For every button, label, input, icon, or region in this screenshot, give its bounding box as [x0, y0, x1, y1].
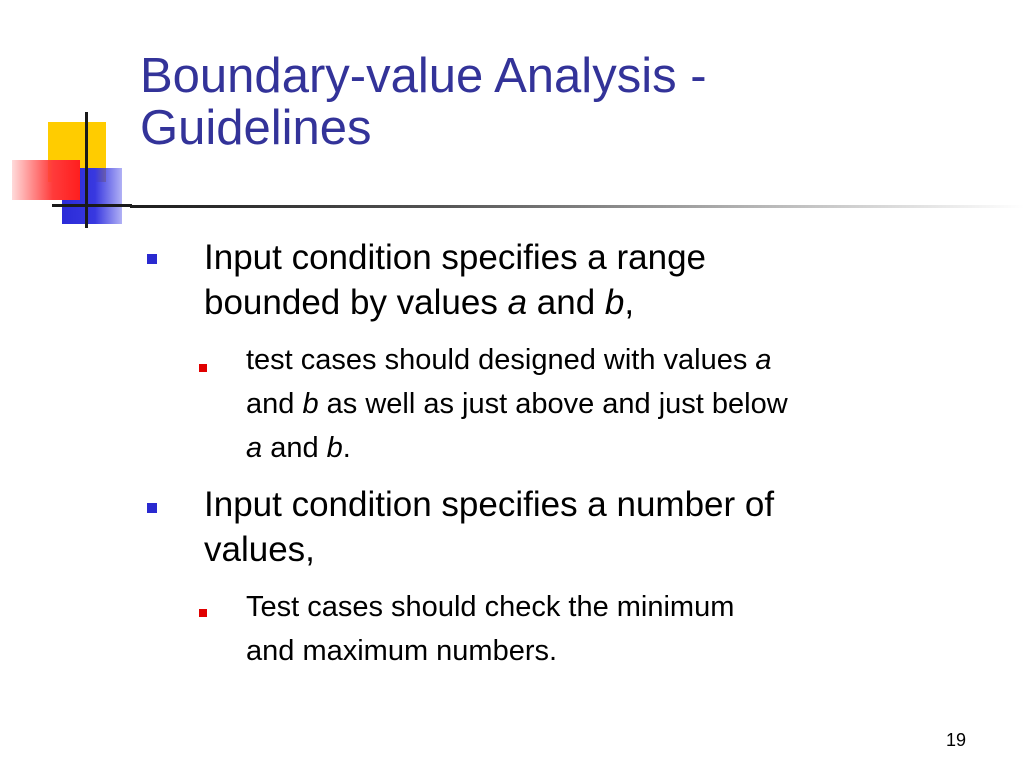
bullet-square-icon — [147, 254, 157, 264]
text-run: and — [262, 432, 327, 464]
page-number: 19 — [945, 730, 966, 750]
bullet-line: Input condition specifies a number of — [204, 485, 775, 524]
slide-title — [140, 50, 1000, 154]
sub-bullet-square-icon — [199, 364, 207, 372]
title-underline-rule — [130, 205, 1024, 208]
sub-bullet-line: and maximum numbers. — [246, 635, 558, 667]
slide-title-line: Boundary-value Analysis - — [140, 49, 707, 103]
slide-logo-decoration — [0, 0, 160, 240]
variable-b: b — [326, 432, 343, 464]
sub-bullet-line: Test cases should check the minimum — [246, 591, 735, 623]
variable-a: a — [507, 283, 528, 322]
sub-bullet-line — [246, 382, 1006, 426]
logo-red-square — [12, 160, 80, 200]
bullet-line — [204, 280, 984, 325]
bullet-line: values, — [204, 530, 315, 569]
sub-bullet-text — [246, 338, 1006, 470]
sub-bullet-text — [246, 585, 1006, 673]
variable-b: b — [302, 388, 319, 420]
sub-bullet-line — [246, 426, 1006, 470]
sub-bullet-line — [246, 338, 1006, 382]
logo-horizontal-line — [52, 204, 132, 207]
variable-b: b — [604, 283, 625, 322]
bullet-square-icon — [147, 503, 157, 513]
text-run: as well as just above and just below — [318, 388, 788, 420]
text-run: , — [624, 283, 635, 322]
sub-bullet-square-icon — [199, 609, 207, 617]
text-run: test cases should designed with values — [246, 344, 756, 376]
text-run: bounded by values — [204, 283, 508, 322]
bullet-text — [204, 482, 984, 572]
text-run: and — [527, 283, 605, 322]
logo-vertical-line — [85, 112, 88, 228]
bullet-line — [204, 235, 984, 280]
variable-a: a — [755, 344, 772, 376]
slide-title-line: Guidelines — [140, 101, 372, 155]
variable-a: a — [246, 432, 263, 464]
text-run: . — [342, 432, 351, 464]
bullet-text — [204, 235, 984, 325]
text-run: and — [246, 388, 303, 420]
text-run: Input condition specifies a range — [204, 238, 706, 277]
